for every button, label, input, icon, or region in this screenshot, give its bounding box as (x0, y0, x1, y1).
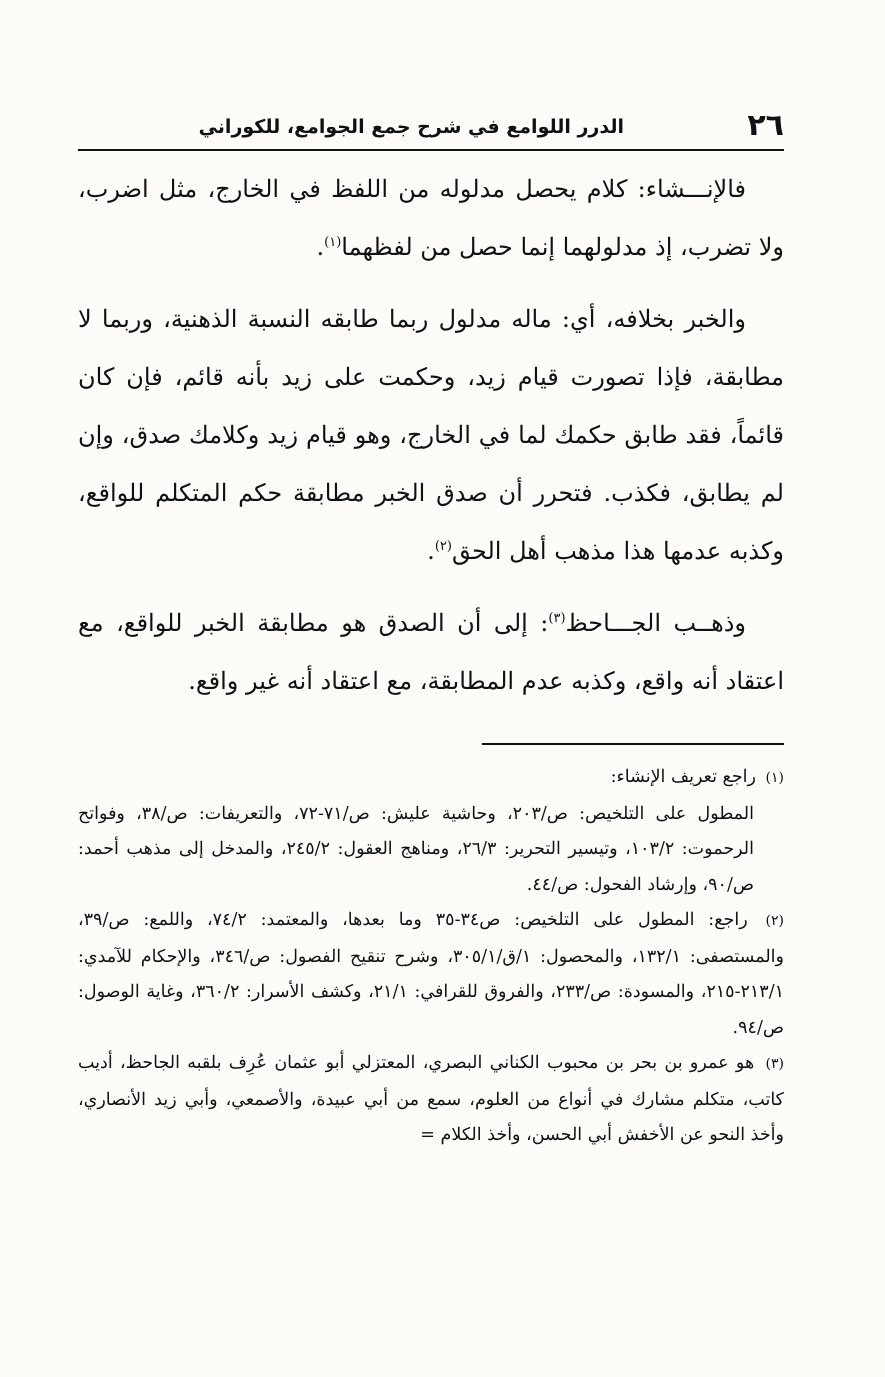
footnote-3-text: هو عمرو بن بحر بن محبوب الكناني البصري، المعتزلي أبو عثمان عُرِف بلقبه الجاحظ، أديب كاتب، متكلم مشارك في أنواع من العلوم، سمع من أبي عبيدة، والأصمعي، وأبي زيد الأنصاري، وأخذ النحو عن الأخفش أبي الحسن، وأخذ الكلام = (78, 1053, 784, 1145)
footnote-ref-3: (٣) (548, 611, 566, 626)
page-number: ٢٦ (747, 108, 784, 143)
footnote-ref-1: (١) (324, 235, 342, 250)
footnote-separator (482, 743, 784, 745)
paragraph-3-text-before: وذهــب الجـــاحظ (565, 609, 747, 637)
header-rule (78, 149, 784, 151)
page-header (78, 108, 784, 148)
footnote-1 (78, 760, 784, 797)
footnote-1-intro: راجع تعريف الإنشاء: (610, 767, 756, 787)
footnote-1-references: المطول على التلخيص: ص/٢٠٣، وحاشية عليش: ص/٧١-٧٢، والتعريفات: ص/٣٨، وفواتح الرحموت: ١٠٣/٢، وتيسير التحرير: ٢٦/٣، ومناهج العقول: ٢٤٥/٢، والمدخل إلى مذهب أحمد: ص/٩٠، وإرشاد الفحول: ص/٤٤. (78, 803, 754, 895)
footnote-3-number: (٣) (765, 1056, 784, 1072)
footnotes (78, 760, 784, 1154)
footnote-3 (78, 1046, 784, 1154)
paragraph-2-text: والخبر بخلافه، أي: ماله مدلول ربما طابقه النسبة الذهنية، وربما لا مطابقة، فإذا تصورت قيام زيد، وحكمت على زيد بأنه قائم، فإن كان قائماً، فقد طابق حكمك لما في الخارج، وهو قيام زيد وكلامك صدق، وإن لم يطابق، فكذب. فتحرر أن صدق الخبر مطابقة حكم المتكلم للواقع، وكذبه عدمها هذا مذهب أهل الحق (78, 305, 784, 565)
footnote-2-number: (٢) (765, 913, 784, 929)
paragraph-2-end: . (427, 537, 435, 565)
footnote-2-text: راجع: المطول على التلخيص: ص٣٤-٣٥ وما بعدها، والمعتمد: ٧٤/٢، واللمع: ص/٣٩، والمستصفى: ١٣٢/١، والمحصول: ١/ق/٣٠٥/١، وشرح تنقيح الفصول: ص/٣٤٦، والإحكام للآمدي: ٢١٣/١-٢١٥، والمسودة: ص/٢٣٣، والفروق للقرافي: ٢١/١، وكشف الأسرار: ٣٦٠/٢، وغاية الوصول: ص/٩٤. (78, 910, 784, 1038)
footnote-1-number: (١) (765, 770, 784, 786)
paragraph-1-end: . (316, 233, 325, 261)
main-text (78, 160, 784, 724)
paragraph-2 (78, 290, 784, 580)
running-title: الدرر اللوامع في شرح جمع الجوامع، للكوراني (198, 116, 624, 138)
footnote-2 (78, 903, 784, 1046)
paragraph-1-text: فالإنـــشاء: كلام يحصل مدلوله من اللفظ في الخارج، مثل اضرب، ولا تضرب، إذ مدلولهما إنما حصل من لفظهما (78, 175, 784, 261)
paragraph-1 (78, 160, 784, 276)
footnote-ref-2: (٢) (434, 539, 452, 554)
paragraph-3-text-after: : إلى أن الصدق هو مطابقة الخبر للواقع، مع اعتقاد أنه واقع، وكذبه عدم المطابقة، مع اعتقاد أنه غير واقع. (78, 609, 784, 695)
paragraph-3 (78, 594, 784, 710)
